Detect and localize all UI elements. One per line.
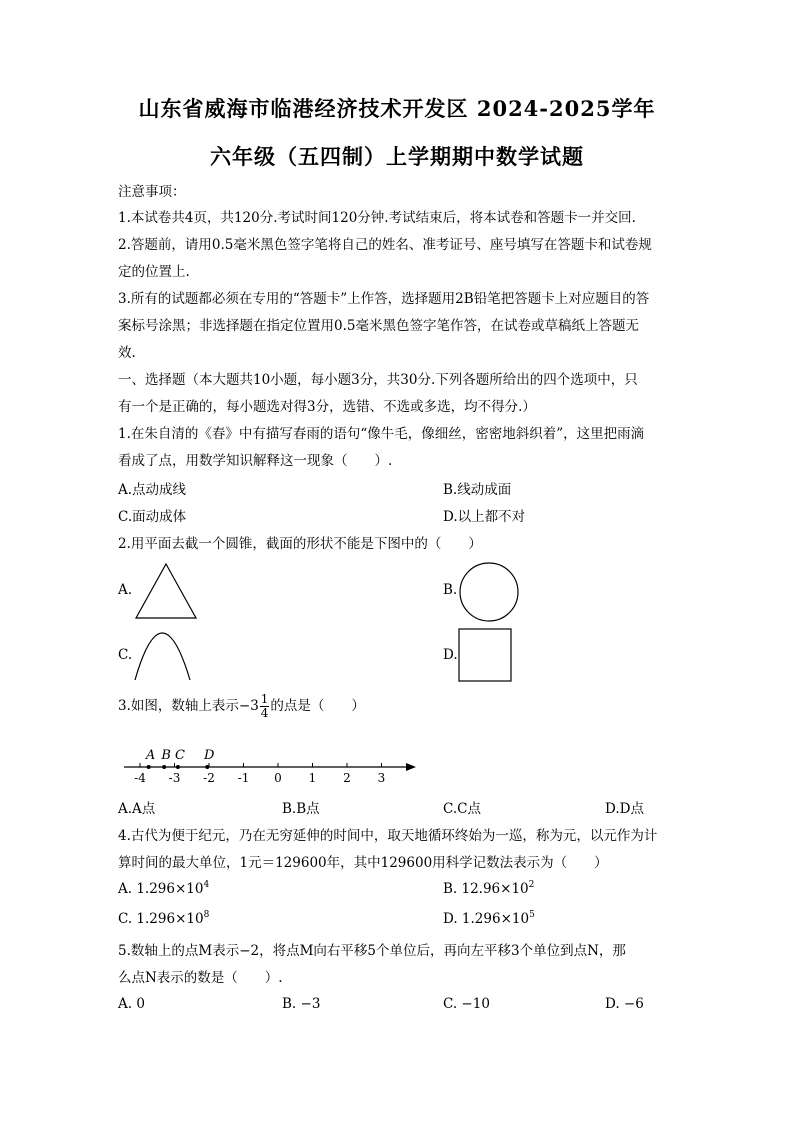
q4-option-d-base: D. 1.296×10 xyxy=(443,911,530,927)
number-line-point xyxy=(162,765,166,769)
number-line-point xyxy=(205,765,209,769)
note-1: 1.本试卷共4页，共120分.考试时间120分钟.考试结束后，将本试卷和答题卡一并交回. xyxy=(118,210,636,226)
q5-line-2: 么点N表示的数是（ ）. xyxy=(118,970,283,986)
fraction-denominator: 4 xyxy=(260,706,269,720)
note-3-line-3: 效. xyxy=(118,345,136,361)
number-line-point-label: B xyxy=(161,748,171,763)
q1-line-1: 1.在朱自清的《春》中有描写春雨的语句“像牛毛，像细丝，密密地斜织着”，这里把雨滴 xyxy=(118,426,645,442)
number-line-tick-label: -2 xyxy=(203,771,215,785)
q5-option-b: B. −3 xyxy=(282,996,321,1012)
fraction-numerator: 1 xyxy=(260,692,269,706)
number-line-point-label: D xyxy=(204,748,215,763)
number-line xyxy=(118,742,428,788)
q2-option-d-label: D. xyxy=(443,647,458,663)
q1-option-a: A.点动成线 xyxy=(118,482,187,498)
q2-option-a-label: A. xyxy=(118,582,133,598)
note-3-line-1: 3.所有的试题都必须在专用的“答题卡”上作答，选择题用2B铅笔把答题卡上对应题目的答 xyxy=(118,291,650,307)
number-line-tick-label: -3 xyxy=(168,771,181,785)
number-line-tick-label: 1 xyxy=(308,771,317,785)
triangle-shape xyxy=(134,562,198,620)
q4-option-d-exponent: 5 xyxy=(529,910,535,920)
q4-option-b xyxy=(443,881,534,897)
arrow-head-icon xyxy=(406,763,416,771)
title-line-1: 山东省威海市临港经济技术开发区 2024-2025学年 xyxy=(138,96,656,121)
q3-stem-pre: 3.如图，数轴上表示−3 xyxy=(118,698,259,714)
number-line-point-label: C xyxy=(174,748,185,763)
number-line-tick-label: -1 xyxy=(237,771,250,785)
q4-option-a xyxy=(118,881,209,897)
q5-option-d: D. −6 xyxy=(605,996,644,1012)
q1-option-c: C.面动成体 xyxy=(118,509,187,525)
q1-option-b: B.线动成面 xyxy=(443,482,512,498)
q3-option-d: D.D点 xyxy=(605,801,644,817)
note-2-line-1: 2.答题前，请用0.5毫米黑色签字笔将自己的姓名、准考证号、座号填写在答题卡和试卷规 xyxy=(118,237,652,253)
q4-line-1: 4.古代为便于纪元，乃在无穷延伸的时间中，取天地循环终始为一巡，称为元，以元作为计 xyxy=(118,828,658,844)
fraction xyxy=(260,693,270,720)
square-shape xyxy=(457,627,513,683)
q2-stem: 2.用平面去截一个圆锥，截面的形状不能是下图中的（ ） xyxy=(118,536,482,552)
q5-option-c: C. −10 xyxy=(443,996,490,1012)
q4-option-b-base: B. 12.96×10 xyxy=(443,881,529,897)
q4-option-c-base: C. 1.296×10 xyxy=(118,911,204,927)
q4-option-b-exponent: 2 xyxy=(528,880,535,890)
q4-option-c xyxy=(118,911,209,927)
q4-option-c-exponent: 8 xyxy=(203,910,210,920)
number-line-tick-label: 0 xyxy=(274,771,282,785)
number-line-point-label: A xyxy=(145,748,156,763)
q4-line-2: 算时间的最大单位，1元＝129600年，其中129600用科学记数法表示为（ ） xyxy=(118,855,608,871)
note-3-line-2: 案标号涂黑；非选择题在指定位置用0.5毫米黑色签字笔作答，在试卷或草稿纸上答题无 xyxy=(118,318,639,334)
q2-option-c-label: C. xyxy=(118,647,133,663)
q1-option-d: D.以上都不对 xyxy=(443,509,526,525)
number-line-tick-label: 2 xyxy=(343,771,351,785)
notes-heading: 注意事项： xyxy=(118,184,186,200)
number-line-tick-label: -4 xyxy=(134,771,146,785)
note-2-line-2: 定的位置上. xyxy=(118,264,190,280)
q4-option-a-base: A. 1.296×10 xyxy=(118,881,204,897)
title-line-2: 六年级（五四制）上学期期中数学试题 xyxy=(210,144,584,169)
section-1-line-2: 有一个是正确的，每小题选对得3分，选错、不选或多选，均不得分.） xyxy=(118,399,536,415)
q1-line-2: 看成了点，用数学知识解释这一现象（ ）. xyxy=(118,453,393,469)
q3-option-a: A.A点 xyxy=(118,801,156,817)
q3-option-b: B.B点 xyxy=(282,801,320,817)
q4-option-d xyxy=(443,911,535,927)
number-line-point xyxy=(147,765,151,769)
section-1-line-1: 一、选择题（本大题共10小题，每小题3分，共30分.下列各题所给出的四个选项中，只 xyxy=(118,372,638,388)
q3-stem-post: 的点是（ ） xyxy=(270,698,365,714)
q3-stem xyxy=(118,693,365,720)
q5-option-a: A. 0 xyxy=(118,996,145,1012)
q2-option-b-label: B. xyxy=(443,582,458,598)
parabola-shape xyxy=(132,628,194,682)
number-line-tick-label: 3 xyxy=(377,771,386,785)
circle-shape xyxy=(457,560,521,624)
q3-option-c: C.C点 xyxy=(443,801,481,817)
q4-option-a-exponent: 4 xyxy=(203,880,210,890)
number-line-point xyxy=(176,765,180,769)
q5-line-1: 5.数轴上的点M表示−2，将点M向右平移5个单位后，再向左平移3个单位到点N，那 xyxy=(118,943,626,959)
